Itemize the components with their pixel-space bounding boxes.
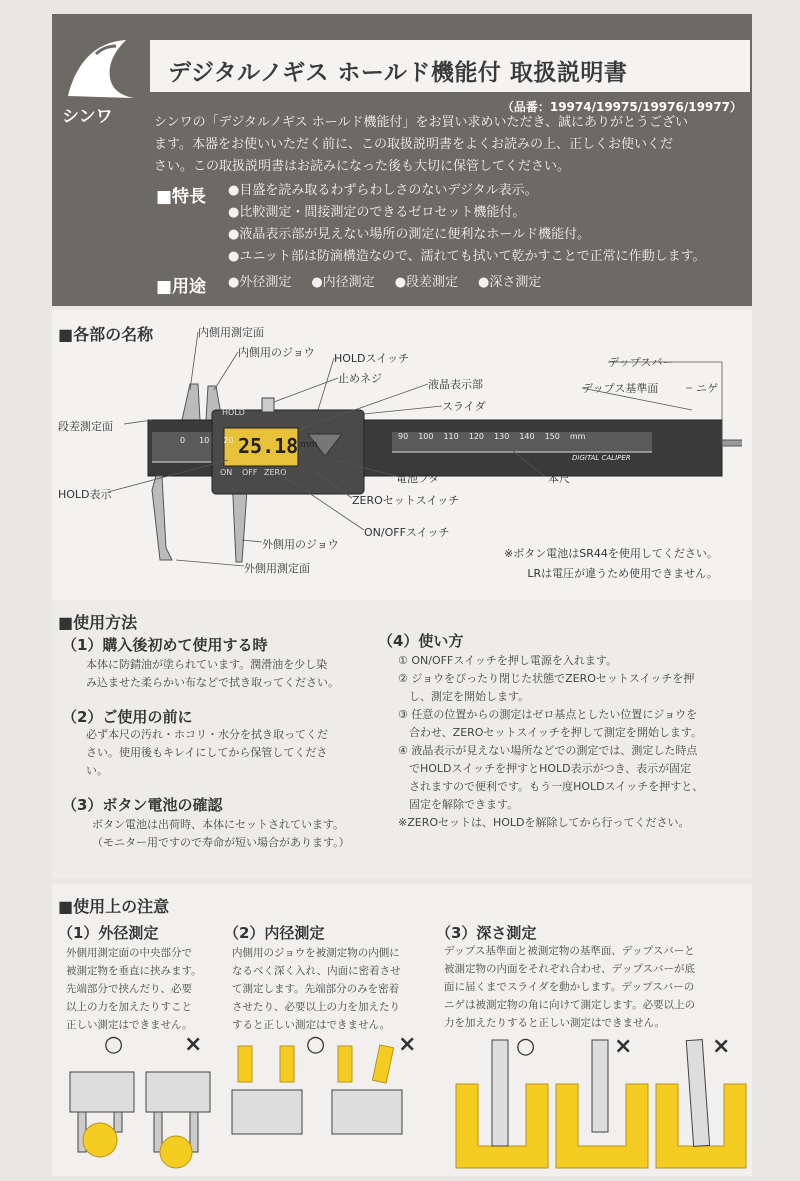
ok-mark: ○ (104, 1032, 124, 1057)
text-line: ※ZEROセットは、HOLDを解除してから行ってください。 (398, 816, 690, 829)
text-line: い。 (86, 764, 108, 777)
features-list (228, 180, 748, 268)
caution-c3-title: （3）深さ測定 (436, 924, 537, 942)
text-line: 力を加えたりすると正しい測定はできません。 (444, 1017, 666, 1029)
ng-mark: × (184, 1032, 203, 1057)
label-lock-screw: 止めネジ (338, 372, 382, 385)
ok-mark: ○ (516, 1034, 536, 1059)
ng-mark: × (712, 1034, 731, 1059)
text-line: て測定します。先端部分のみを密着 (232, 983, 400, 995)
label-depth-bar: デップスバー (608, 356, 674, 369)
use-item: ●深さ測定 (478, 275, 542, 290)
label-zero-switch: ZEROセットスイッチ (352, 494, 460, 507)
scale-number: 150 (544, 432, 560, 441)
text-line: ④ 液晶表示が見えない場所などでの測定では、測定した時点 (398, 744, 698, 757)
text-line: でHOLDスイッチを押すとHOLD表示がつき、表示が固定 (398, 762, 692, 775)
lcd-reading: 25.18 (238, 434, 299, 458)
usage-s1-title: （1）購入後初めて使用する時 (62, 636, 268, 654)
label-onoff-switch: ON/OFFスイッチ (364, 526, 450, 539)
inner-measure-illustration (228, 1040, 424, 1172)
usage-s4-body (398, 652, 703, 832)
text-line: 正しい測定はできません。 (66, 1019, 193, 1031)
text-line: させたり、必要以上の力を加えたり (232, 1001, 400, 1013)
caution-c3-body (444, 942, 695, 1032)
caution-c2-body (232, 944, 401, 1034)
text-line: 外側用測定面の中央部分で (66, 947, 192, 959)
text-line: さい。使用後もキレイにしてから保管してくださ (86, 746, 328, 759)
brand-name: シンワ (62, 107, 113, 127)
scale-number: 100 (418, 432, 434, 441)
text-line: 内側用のジョウを被測定物の内側に (232, 947, 400, 959)
label-hold-switch: HOLDスイッチ (334, 352, 410, 365)
ng-mark: × (614, 1034, 633, 1059)
text-line: 被測定物の内面をそれぞれ合わせ、デップスバーが底 (444, 963, 696, 975)
text-line: 本体に防錆油が塗られています。潤滑油を少し染 (86, 658, 328, 671)
scale-number: 120 (468, 432, 485, 441)
label-inner-face: 内側用測定面 (198, 326, 264, 339)
ng-mark: × (398, 1032, 417, 1057)
feature-item: ●目盛を読み取るわずらわしさのないデジタル表示。 (228, 183, 538, 198)
label-outer-face: 外側用測定面 (244, 562, 310, 575)
text-line: 必ず本尺の汚れ・ホコリ・水分を拭き取ってくだ (86, 728, 328, 741)
features-heading: ■特長 (156, 187, 207, 207)
label-battery-cover: 電池フタ (396, 472, 440, 485)
usage-section (52, 600, 752, 878)
text-line: ① ON/OFFスイッチを押し電源を入れます。 (398, 654, 617, 667)
text-line: ボタン電池は出荷時、本体にセットされています。 (92, 818, 345, 831)
feature-item: ●比較測定・間接測定のできるゼロセット機能付。 (228, 205, 526, 220)
label-outer-jaw: 外側用のジョウ (262, 538, 339, 551)
text-line: されますので便利です。もう一度HOLDスイッチを押すと、 (398, 780, 704, 793)
usage-s2-body (86, 726, 328, 780)
battery-note: ※ボタン電池はSR44を使用してください。 (504, 547, 718, 560)
usage-s4-title: （4）使い方 (378, 632, 464, 650)
intro-line: ます。本器をお使いいただく前に、この取扱説明書をよくお読みの上、正しくお使いくだ (154, 137, 673, 152)
use-item: ●外径測定 (228, 275, 292, 290)
text-line: （モニター用ですので寿命が短い場合があります。） (92, 836, 350, 849)
scale-number: 0 (180, 436, 186, 445)
parts-section (52, 310, 752, 600)
text-line: 先端部分で挟んだり、必要 (66, 983, 192, 995)
scale-number: 90 (398, 432, 409, 441)
caution-heading: ■使用上の注意 (58, 897, 170, 916)
intro-line: さい。この取扱説明書はお読みになった後も大切に保管してください。 (154, 159, 571, 174)
scale-number: 110 (443, 432, 459, 441)
depth-measure-illustration (452, 1034, 748, 1172)
parts-heading: ■各部の名称 (58, 325, 154, 344)
text-line: 面に届くまでスライダを動かします。デップスバーの (444, 981, 695, 993)
caution-c1-body (66, 944, 202, 1034)
feature-item: ●ユニット部は防滴構造なので、濡れても拭いて乾かすことで正常に作動します。 (228, 249, 706, 264)
scale-number: 130 (494, 432, 510, 441)
caliper-brand: DIGITAL CALIPER (572, 454, 631, 462)
text-line: 固定を解除できます。 (398, 798, 519, 811)
on-button-label: ON (220, 468, 233, 477)
scale-number: mm (569, 432, 586, 441)
battery-note: LRは電圧が違うため使用できません。 (527, 567, 718, 580)
text-line: し、測定を開始します。 (398, 690, 530, 703)
label-step-face: 段差測定面 (58, 420, 113, 433)
intro-paragraph (154, 112, 754, 178)
intro-section (52, 14, 752, 306)
scale-number: 20 (223, 436, 234, 445)
label-depth-ref: デップス基準面 (582, 382, 659, 395)
text-line: デップス基準面と被測定物の基準面、デップスバーと (444, 945, 695, 957)
usage-s3-title: （3）ボタン電池の確認 (62, 796, 223, 814)
zero-button-label: ZERO (264, 468, 287, 477)
intro-line: シンワの「デジタルノギス ホールド機能付」をお買い求めいただき、誠にありがとうござい (154, 115, 688, 130)
feature-item: ●液晶表示部が見えない場所の測定に便利なホールド機能付。 (228, 227, 591, 242)
use-item: ●段差測定 (394, 275, 459, 290)
usage-s1-body (86, 656, 339, 692)
use-item: ●内径測定 (311, 275, 375, 290)
lcd-unit: mm (300, 440, 318, 450)
model-numbers: （品番：19974/19975/19976/19977） (501, 100, 742, 114)
uses-list (228, 272, 748, 294)
text-line: すると正しい測定はできません。 (232, 1019, 391, 1031)
caution-section (52, 884, 752, 1176)
text-line: み込ませた柔らかい布などで拭き取ってください。 (86, 676, 339, 689)
scale-number: 10 (199, 436, 210, 445)
caution-c2-title: （2）内径測定 (224, 924, 325, 942)
text-line: ② ジョウをぴったり閉じた状態でZEROセットスイッチを押 (398, 672, 695, 685)
scale-number: 140 (519, 432, 535, 441)
off-button-label: OFF (242, 468, 258, 477)
label-main-scale: 本尺 (548, 472, 570, 485)
hold-button-label: HOLD (222, 408, 245, 417)
label-lcd: 液晶表示部 (428, 378, 483, 391)
battery-notes (504, 544, 718, 584)
uses-heading: ■用途 (156, 277, 207, 297)
outer-measure-illustration (64, 1044, 214, 1172)
usage-s2-title: （2）ご使用の前に (62, 708, 193, 726)
ok-mark: ○ (306, 1032, 326, 1057)
text-line: 以上の力を加えたりすこと (66, 1001, 192, 1013)
text-line: ③ 任意の位置からの測定はゼロ基点としたい位置にジョウを (398, 708, 698, 721)
text-line: ニゲは被測定物の角に向けて測定します。必要以上の (444, 999, 696, 1011)
document-title: デジタルノギス ホールド機能付 取扱説明書 (150, 40, 750, 92)
label-hold-display: HOLD表示 (58, 488, 112, 501)
label-inner-jaw: 内側用のジョウ (238, 346, 315, 359)
text-line: 合わせ、ZEROセットスイッチを押して測定を開始します。 (398, 726, 703, 739)
label-nige: ニゲ (696, 382, 718, 395)
text-line: 被測定物を垂直に挟みます。 (66, 965, 202, 977)
brand-logo (56, 34, 144, 134)
usage-heading: ■使用方法 (58, 613, 138, 632)
label-slider: スライダ (442, 400, 486, 413)
usage-s3-body (92, 816, 350, 852)
text-line: なるべく深く入れ、内面に密着させ (232, 965, 401, 977)
caution-c1-title: （1）外径測定 (58, 924, 159, 942)
